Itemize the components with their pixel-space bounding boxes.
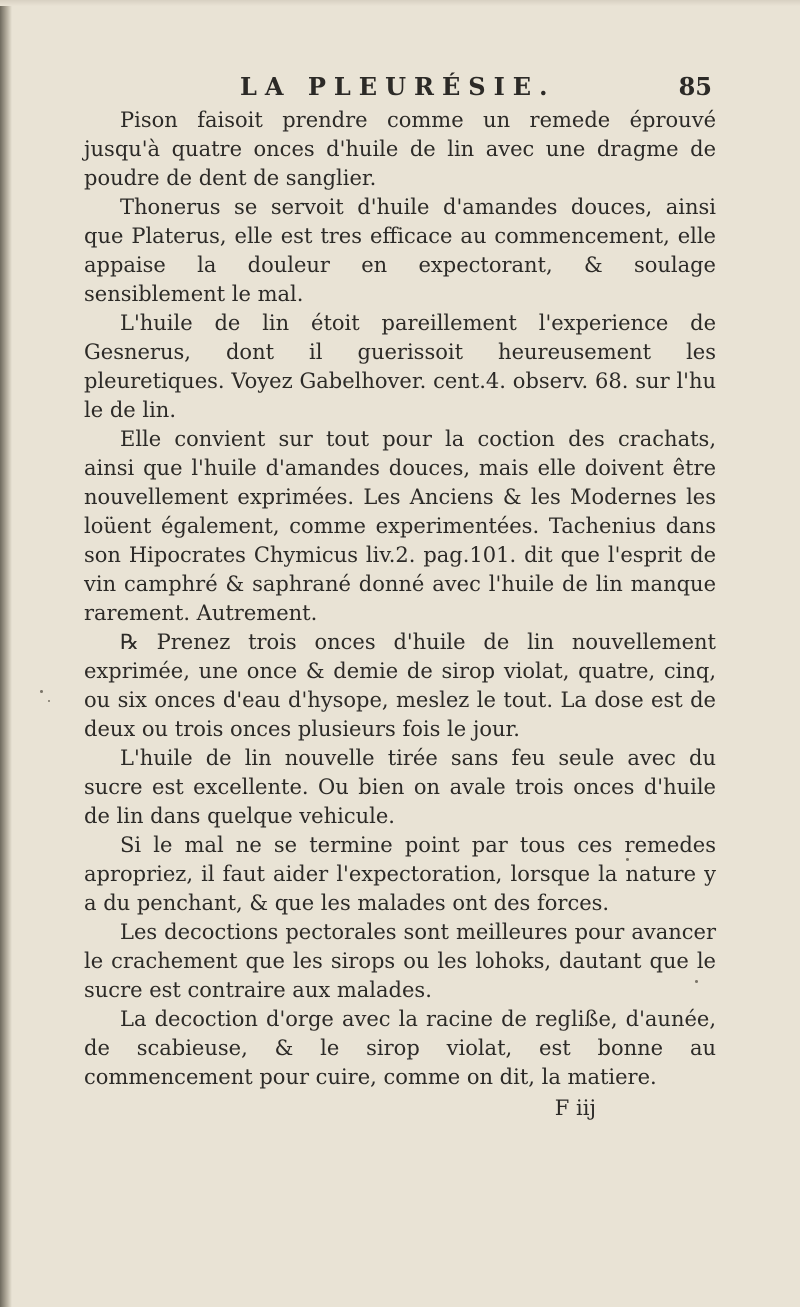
- paragraph-decoctions: Les decoctions pectorales sont meilleures pour avancer le crachement que les sirops ou les lohoks, dautant que le sucre est contraire aux malades.: [84, 920, 716, 1002]
- paragraph-coction: Elle convient sur tout pour la coction des crachats, ainsi que l'huile d'amandes douces, mais elle doivent être nouvellement exprimées. Les Anciens & les Modernes les loüent également, comme experimentées. Tachenius dans son Hipocrates Chymicus liv.2. pag.101. dit que l'esprit de vin camphré & saphrané donné avec l'huile de lin manque rarement. Autrement.: [84, 427, 716, 625]
- top-edge: [0, 0, 800, 6]
- page-header: [84, 72, 716, 106]
- paragraph-orge: La decoction d'orge avec la racine de regliße, d'aunée, de scabieuse, & le sirop violat, est bonne au commencement pour cuire, comme on dit, la matiere.: [84, 1007, 716, 1089]
- paragraph-recipe: ℞ Prenez trois onces d'huile de lin nouvellement exprimée, une once & demie de sirop violat, quatre, cinq, ou six onces d'eau d'hysope, meslez le tout. La dose est de deux ou trois onces plusieurs fois le jour.: [84, 630, 716, 741]
- page-number: 85: [678, 72, 712, 101]
- page-text: [84, 72, 716, 1123]
- paragraph-expectoration: Si le mal ne se termine point par tous ces remedes apropriez, il faut aider l'expectoration, lorsque la nature y a du penchant, & que les malades ont des forces.: [84, 833, 716, 915]
- signature-mark: F iij: [554, 1096, 596, 1120]
- paper-speck: [48, 700, 50, 702]
- paragraph-thonerus: Thonerus se servoit d'huile d'amandes douces, ainsi que Platerus, elle est tres efficace au commencement, elle appaise la douleur en expectorant, & soulage sensiblement le mal.: [84, 195, 716, 306]
- binding-edge-shadow: [0, 0, 12, 1307]
- running-head: LA PLEURÉSIE.: [240, 72, 556, 101]
- paragraph-huile-nouvelle: L'huile de lin nouvelle tirée sans feu seule avec du sucre est excellente. Ou bien on avale trois onces d'huile de lin dans quelque vehicule.: [84, 746, 716, 828]
- paper-speck: [40, 690, 43, 693]
- paragraph-pison: Pison faisoit prendre comme un remede éprouvé jusqu'à quatre onces d'huile de lin avec une dragme de poudre de dent de sanglier.: [84, 108, 716, 190]
- paragraph-gesnerus: L'huile de lin étoit pareillement l'experience de Gesnerus, dont il guerissoit heureusement les pleuretiques. Voyez Gabelhover. cent.4. observ. 68. sur l'hu le de lin.: [84, 311, 716, 422]
